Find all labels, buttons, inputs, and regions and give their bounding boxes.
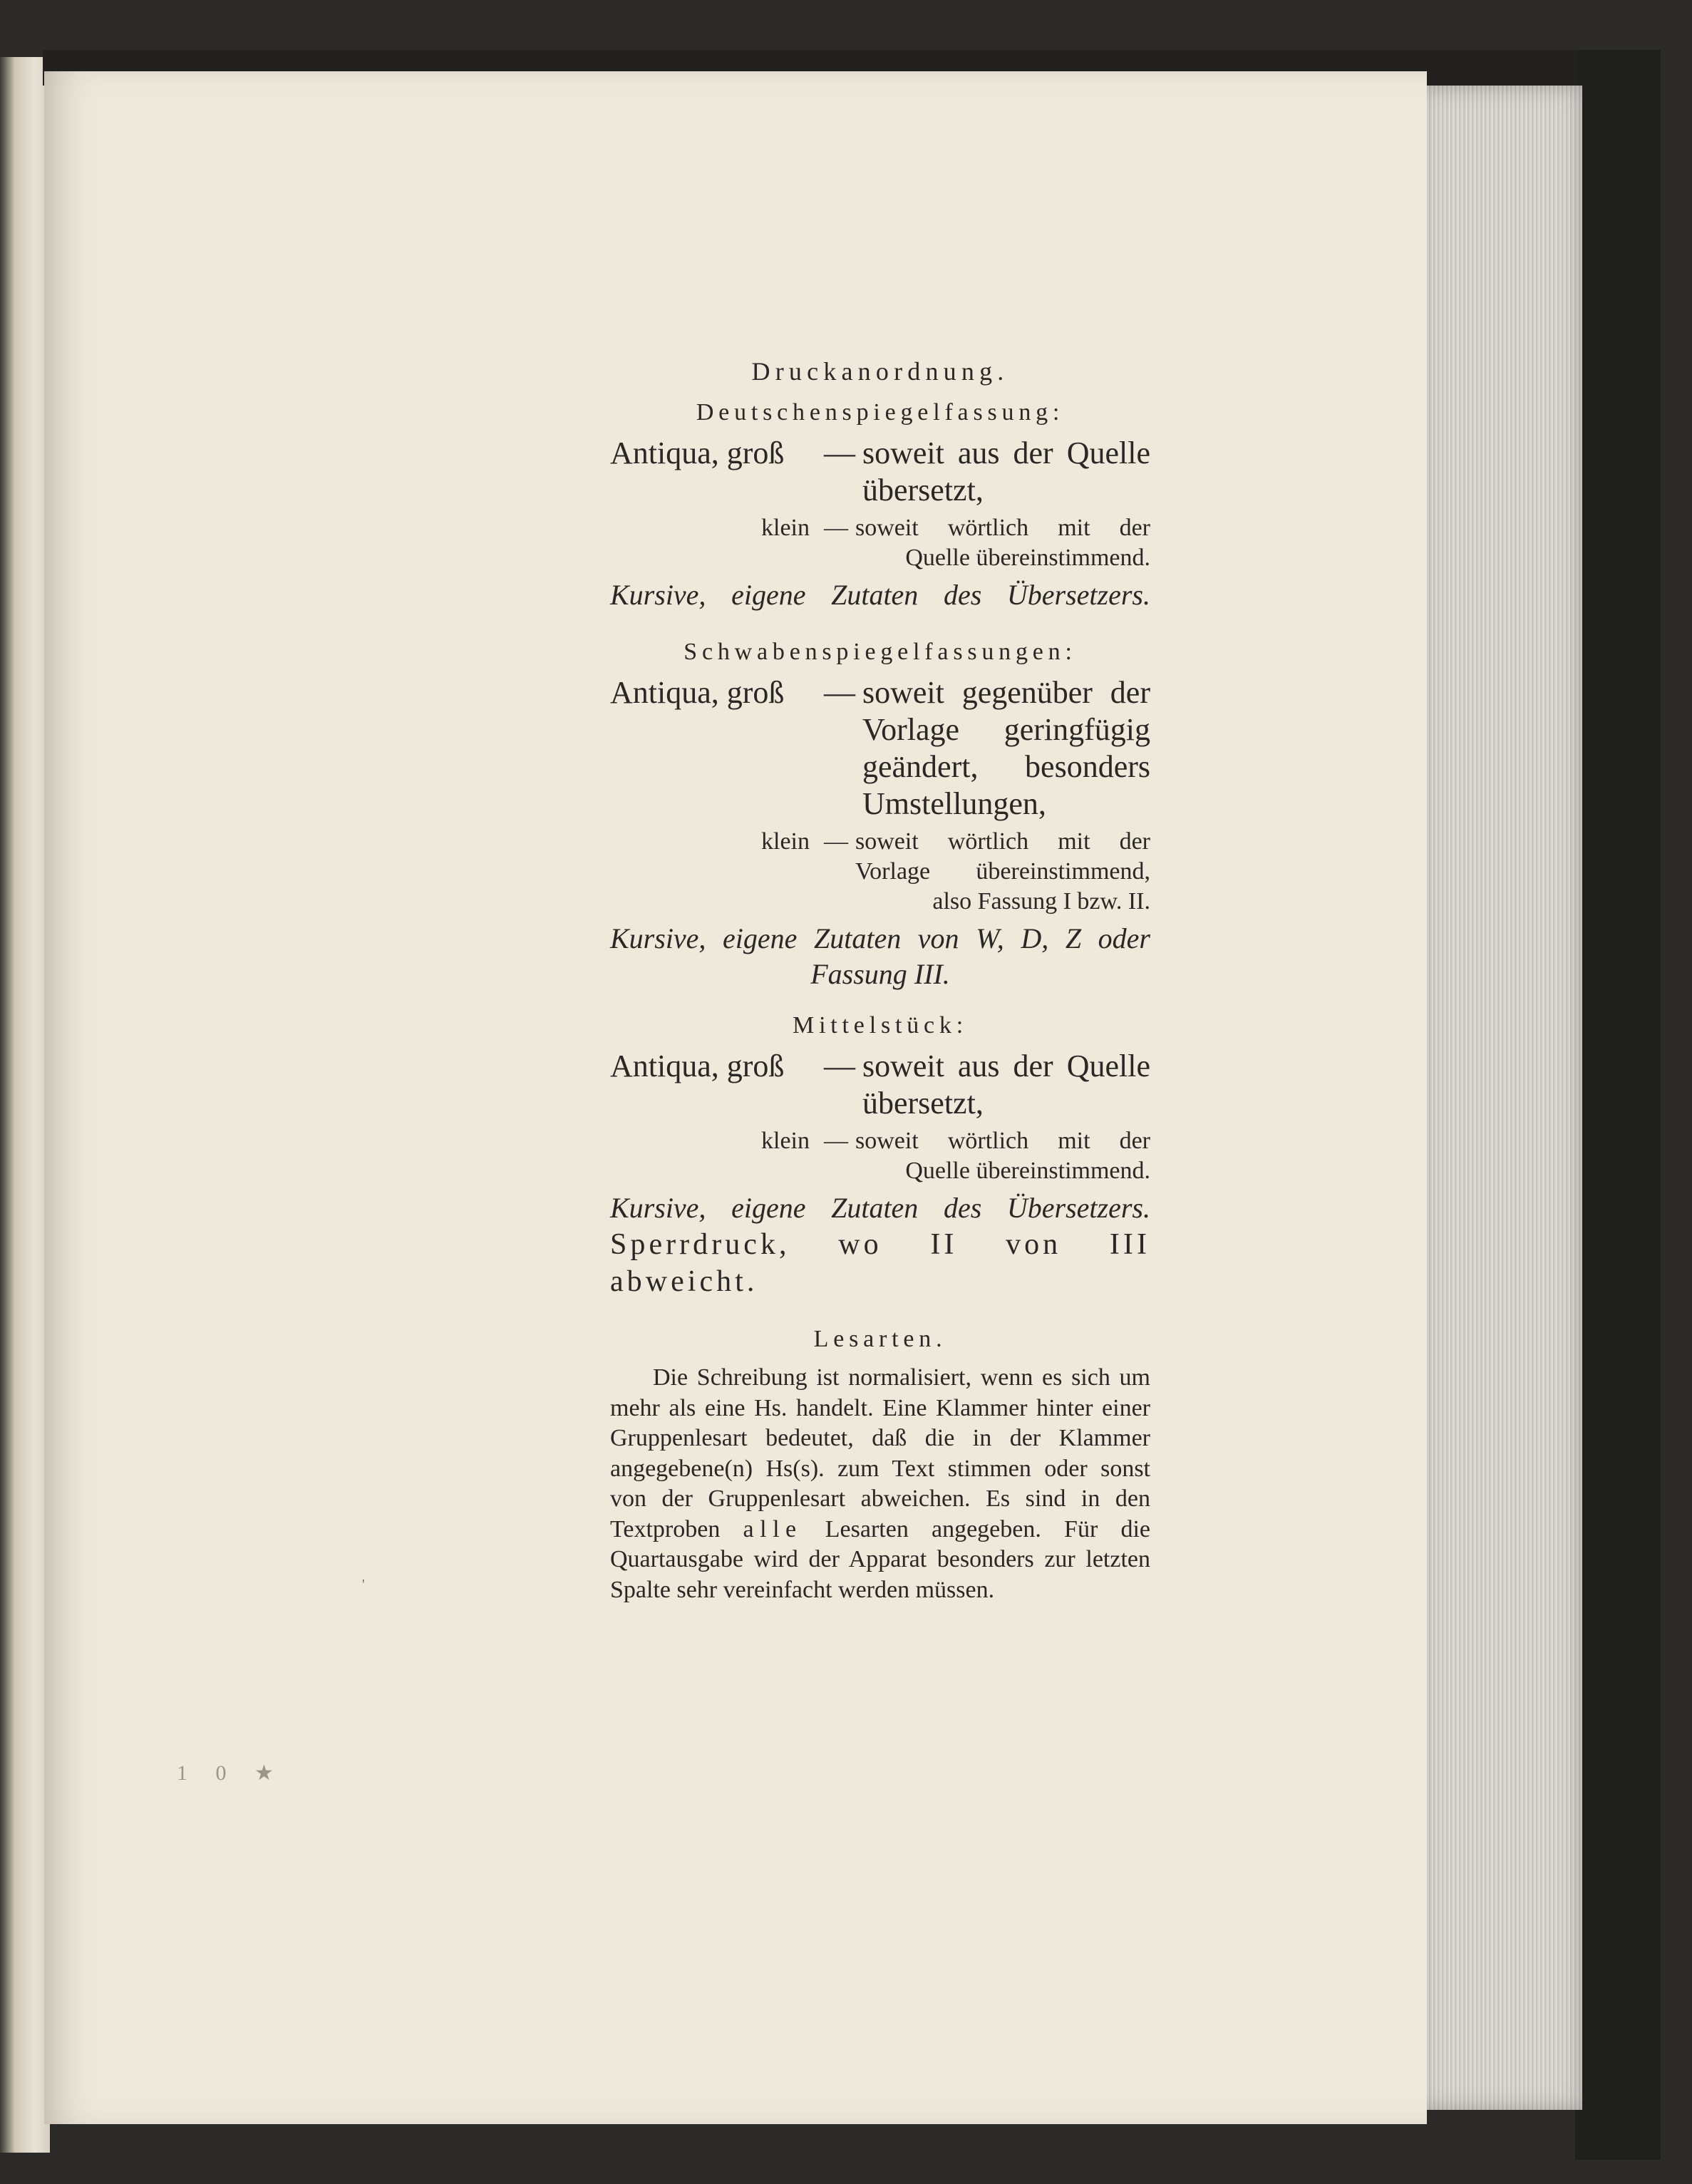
ms-sperrdruck: Sperrdruck, wo II von III abweicht. bbox=[610, 1228, 1150, 1298]
ms-big-label: Antiqua, groß bbox=[610, 1049, 785, 1083]
ss-big-row bbox=[610, 674, 1150, 823]
ms-small-text-1: soweit wörtlich mit der bbox=[855, 1128, 1150, 1154]
ds-big-text-2: übersetzt, bbox=[862, 473, 984, 508]
ds-small-text-2: Quelle übereinstimmend. bbox=[905, 545, 1150, 571]
ds-small-row bbox=[610, 513, 1150, 573]
ms-small-dash: — bbox=[824, 1128, 848, 1154]
ms-big-text-1: soweit aus der Quelle bbox=[862, 1049, 1150, 1083]
book-cover-right bbox=[1575, 50, 1661, 2160]
ms-small-row bbox=[610, 1126, 1150, 1186]
ms-big-text bbox=[862, 1048, 1150, 1122]
page-content bbox=[610, 356, 1150, 1605]
ms-small-text bbox=[855, 1126, 1150, 1186]
margin-tick: ' bbox=[362, 1577, 365, 1592]
ss-small-text-1: soweit wörtlich mit der bbox=[855, 828, 1150, 855]
ds-small-text bbox=[855, 513, 1150, 573]
ms-italic-note: Kursive, eigene Zutaten des Übersetzers. bbox=[610, 1192, 1150, 1224]
ds-small-dash: — bbox=[824, 515, 848, 541]
ms-small-label: klein bbox=[761, 1128, 810, 1154]
ss-small-text-2: Vorlage übereinstimmend, bbox=[855, 858, 1150, 885]
ss-big-text-4: Umstellungen, bbox=[862, 786, 1046, 821]
lesarten-text-spaced: alle bbox=[743, 1515, 803, 1542]
ss-big-dash: — bbox=[824, 675, 855, 710]
ss-big-text bbox=[862, 674, 1150, 823]
lesarten-text-before: Die Schreibung ist normalisiert, wenn es sich um mehr als eine Hs. handelt. Eine Klammer hinter einer Gruppenlesart bedeutet, daß die in der Klammer angegebene(n) Hs(s). zum Text stimmen oder sonst von der Gruppenlesart abweichen. Es sind in den Textproben bbox=[610, 1364, 1150, 1542]
ss-big-text-1: soweit gegenüber der bbox=[862, 675, 1150, 710]
ss-big-label: Antiqua, groß bbox=[610, 675, 785, 710]
ds-big-text bbox=[862, 435, 1150, 509]
ss-italic-note-2: Fassung III. bbox=[810, 958, 950, 990]
ss-big-text-3: geändert, besonders bbox=[862, 749, 1150, 784]
page-stack-edge bbox=[1418, 86, 1582, 2110]
ss-italic-note-1: Kursive, eigene Zutaten von W, D, Z oder bbox=[610, 922, 1150, 954]
ss-small-dash: — bbox=[824, 828, 848, 855]
ss-small-label: klein bbox=[761, 828, 810, 855]
ds-big-text-1: soweit aus der Quelle bbox=[862, 436, 1150, 470]
margin-marks: 1 0 ★ bbox=[177, 1761, 285, 1785]
heading-lesarten: Lesarten. bbox=[813, 1326, 947, 1352]
title-druckanordnung: Druckanordnung. bbox=[751, 357, 1009, 386]
ds-big-row bbox=[610, 435, 1150, 509]
ms-small-text-2: Quelle übereinstimmend. bbox=[905, 1158, 1150, 1184]
heading-mittelstueck: Mittelstück: bbox=[793, 1012, 968, 1039]
heading-deutschenspiegel: Deutschenspiegelfassung: bbox=[696, 399, 1065, 426]
ss-big-text-2: Vorlage geringfügig bbox=[862, 712, 1150, 747]
ss-small-row bbox=[610, 827, 1150, 917]
ds-italic-note: Kursive, eigene Zutaten des Übersetzers. bbox=[610, 579, 1150, 611]
ms-big-dash: — bbox=[824, 1049, 855, 1083]
ds-big-label: Antiqua, groß bbox=[610, 436, 785, 470]
lesarten-paragraph bbox=[610, 1363, 1150, 1605]
ds-small-label: klein bbox=[761, 515, 810, 541]
ss-small-text-3: also Fassung I bzw. II. bbox=[932, 888, 1150, 915]
ms-big-row bbox=[610, 1048, 1150, 1122]
ms-big-text-2: übersetzt, bbox=[862, 1086, 984, 1121]
lesarten-text-after: Lesarten angegeben. Für die Quartausgabe wird der Apparat besonders zur letzten Spalte sehr vereinfacht werden müssen. bbox=[610, 1515, 1150, 1603]
ds-small-text-1: soweit wörtlich mit der bbox=[855, 515, 1150, 541]
left-page-edge bbox=[0, 57, 50, 2153]
heading-schwabenspiegel: Schwabenspiegelfassungen: bbox=[683, 639, 1077, 665]
ss-small-text bbox=[855, 827, 1150, 917]
ds-big-dash: — bbox=[824, 436, 855, 470]
